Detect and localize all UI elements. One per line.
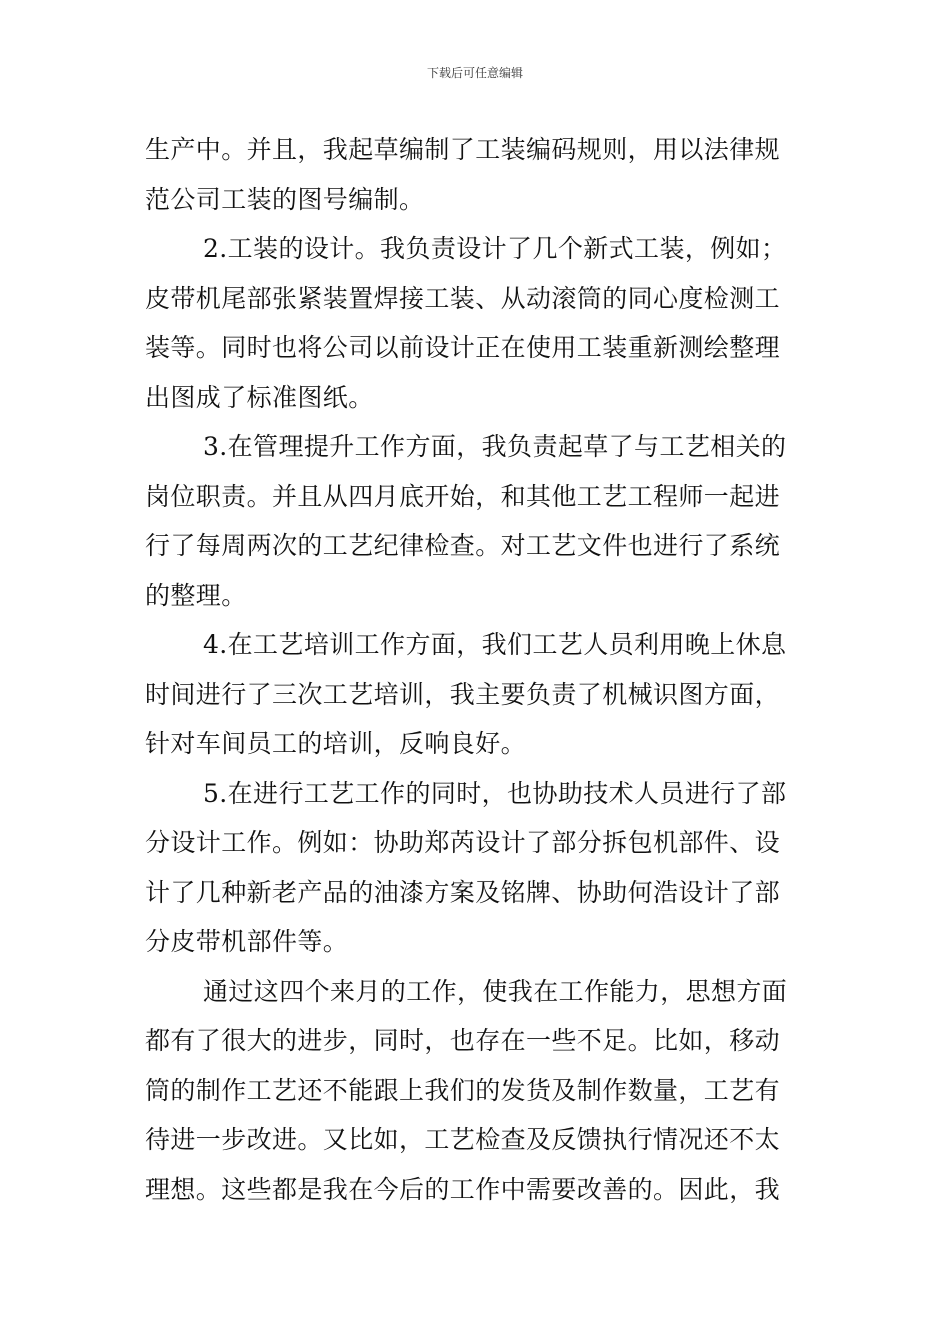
text-line: 生产中。并且，我起草编制了工装编码规则，用以法律规 (145, 135, 781, 164)
text-line: 筒的制作工艺还不能跟上我们的发货及制作数量，工艺有 (145, 1075, 781, 1105)
text-line: 装等。同时也将公司以前设计正在使用工装重新测绘整理 (145, 333, 781, 362)
text-line: 2.工装的设计。我负责设计了几个新式工装，例如； (203, 234, 787, 263)
text-line: 待进一步改进。又比如，工艺检查及反馈执行情况还不太 (145, 1125, 781, 1154)
text-line: 分设计工作。例如：协助郑芮设计了部分拆包机部件、设 (145, 828, 781, 857)
text-line: 针对车间员工的培训，反响良好。 (145, 729, 527, 758)
text-line: 出图成了标准图纸。 (145, 382, 374, 412)
text-line: 行了每周两次的工艺纪律检查。对工艺文件也进行了系统 (145, 531, 781, 560)
page-header: 下载后可任意编辑 (426, 66, 523, 80)
text-line: 都有了很大的进步，同时，也存在一些不足。比如，移动 (145, 1026, 781, 1055)
text-line: 理想。这些都是我在今后的工作中需要改善的。因此，我 (145, 1174, 781, 1204)
text-line: 分皮带机部件等。 (145, 927, 349, 956)
text-line: 岗位职责。并且从四月底开始，和其他工艺工程师一起进 (145, 481, 781, 511)
text-line: 皮带机尾部张紧装置焊接工装、从动滚筒的同心度检测工 (145, 283, 781, 313)
text-line: 通过这四个来月的工作，使我在工作能力，思想方面 (203, 976, 788, 1006)
text-line: 时间进行了三次工艺培训，我主要负责了机械识图方面， (145, 679, 781, 709)
document-body (145, 125, 810, 1214)
text-line: 计了几种新老产品的油漆方案及铭牌、协助何浩设计了部 (145, 877, 781, 907)
text-line: 4.在工艺培训工作方面，我们工艺人员利用晚上休息 (203, 630, 787, 659)
text-line: 3.在管理提升工作方面，我负责起草了与工艺相关的 (203, 432, 787, 461)
text-line: 的整理。 (145, 580, 247, 610)
text-line: 5.在进行工艺工作的同时，也协助技术人员进行了部 (203, 778, 787, 808)
text-line: 范公司工装的图号编制。 (145, 184, 425, 214)
